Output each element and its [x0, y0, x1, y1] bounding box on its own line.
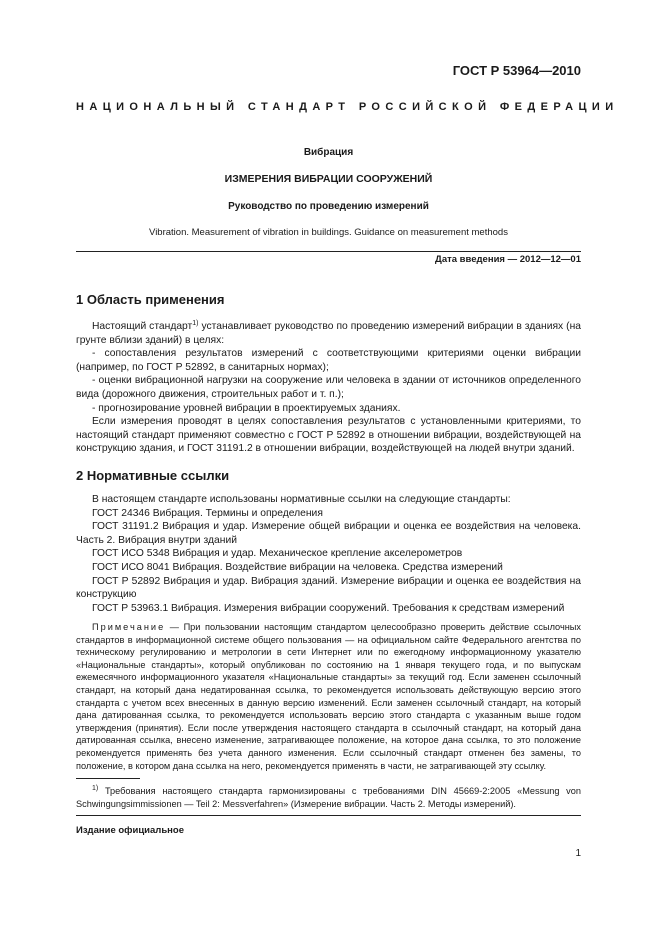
- section-1-heading: 1 Область применения: [76, 292, 225, 307]
- section-1-p1-end: устанавливает руководство по проведению измерений вибрации в зданиях (на грунте вблизи зданий) в целях:: [76, 321, 581, 346]
- title-line-1: Вибрация: [303, 147, 354, 158]
- footnote-mark: 1): [92, 785, 99, 792]
- national-standard-banner: НАЦИОНАЛЬНЫЙ СТАНДАРТ РОССИЙСКОЙ ФЕДЕРАЦИИ: [76, 101, 619, 113]
- footnote-text: Требования настоящего стандарта гармонизированы с требованиями DIN 45669-2:2005 «Messung von Schwingungsimmissionen — Teil 2: Messverfahren» (Измерение вибрации. Часть 2. Методы измерений).: [76, 786, 582, 809]
- section-2-intro: В настоящем стандарте использованы нормативные ссылки на следующие стандарты:: [92, 494, 511, 505]
- section-2-heading: 2 Нормативные ссылки: [76, 468, 230, 483]
- reference-item: ГОСТ ИСО 5348 Вибрация и удар. Механическое крепление акселерометров: [92, 548, 463, 560]
- list-item: - сопоставления результатов измерений с соответствующими критериями оценки вибрации (например, по ГОСТ Р 52892, в санитарных нормах);: [76, 348, 581, 373]
- gost-number: ГОСТ Р 53964—2010: [452, 63, 581, 78]
- footnote-paragraph: [76, 785, 581, 810]
- section-2-body: [76, 493, 581, 615]
- footnote: [76, 785, 581, 810]
- reference-item: ГОСТ 31191.2 Вибрация и удар. Измерение общей вибрации и оценка ее воздействия на человека. Часть 2. Вибрация внутри зданий: [76, 521, 581, 546]
- reference-item: ГОСТ ИСО 8041 Вибрация. Воздействие вибрации на человека. Средства измерений: [92, 561, 503, 573]
- title-line-3: Руководство по проведению измерений: [228, 201, 429, 212]
- section-1-paragraph-2: Если измерения проводят в целях сопоставления результатов с установленными критериями, то настоящий стандарт применяют совместно с ГОСТ Р 52892 в отношении вибрации, воздействующей на конструкцию здания, и ГОСТ 31191.2 в отношении вибрации, воздействующей на людей внутри зданий.: [76, 416, 581, 455]
- note-paragraph: [76, 621, 581, 772]
- list-item: - оценки вибрационной нагрузки на сооружение или человека в здании от источников определенного вида (дорожного движения, строительных работ и т. п.);: [76, 375, 581, 400]
- reference-item: ГОСТ 24346 Вибрация. Термины и определения: [92, 507, 323, 519]
- note-text: — При пользовании настоящим стандартом целесообразно проверить действие ссылочных стандартов в информационной системе общего пользования — на официальном сайте Федерального агентства по техническому регулированию и метрологии в сети Интернет или по ежегодному информационному указателю «Национальные стандарты», который опубликован по состоянию на 1 января текущего года, и по выпускам ежемесячного информационного указателя «Национальные стандарты» за текущий год. Если заменен ссылочный стандарт, на который дана недатированная ссылка, то рекомендуется использовать действующую версию этого стандарта с учетом всех внесенных в данную версию изменений. Если заменен ссылочный стандарт, на который дана датированная ссылка, то рекомендуется использовать версию этого стандарта с указанным выше годом утверждения (принятия). Если после утверждения настоящего стандарта в ссылочный стандарт, на который дана датированная ссылка, внесено изменение, затрагивающее положение, на которое дана ссылка, то это положение рекомендуется применять без учета данного изменения. Если ссылочный стандарт отменен без замены, то положение, в котором дана ссылка на него, рекомендуется применять в части, не затрагивающей эту ссылку.: [76, 622, 581, 771]
- title-english: Vibration. Measurement of vibration in buildings. Guidance on measurement methods: [149, 227, 508, 238]
- footnote-divider: [76, 778, 140, 779]
- note-block: [76, 621, 581, 772]
- section-1-paragraph-1: [76, 320, 581, 347]
- title-line-2: ИЗМЕРЕНИЯ ВИБРАЦИИ СООРУЖЕНИЙ: [224, 173, 433, 185]
- footer-divider: [76, 815, 581, 816]
- reference-item: ГОСТ Р 53963.1 Вибрация. Измерения вибрации сооружений. Требования к средствам измерений: [92, 602, 565, 614]
- title-divider: [76, 251, 581, 252]
- section-1-body: [76, 320, 581, 456]
- note-label: Примечание: [92, 622, 166, 632]
- edition-label: Издание официальное: [76, 825, 184, 836]
- reference-item: ГОСТ Р 52892 Вибрация и удар. Вибрация зданий. Измерение вибрации и оценка ее воздействия на конструкцию: [76, 575, 581, 601]
- introduction-date: Дата введения — 2012—12—01: [435, 254, 581, 265]
- section-1-p1-start: Настоящий стандарт: [92, 321, 193, 332]
- footnote-ref: 1): [192, 320, 199, 327]
- page-number: 1: [575, 848, 581, 859]
- list-item: - прогнозирование уровней вибрации в проектируемых зданиях.: [92, 402, 401, 414]
